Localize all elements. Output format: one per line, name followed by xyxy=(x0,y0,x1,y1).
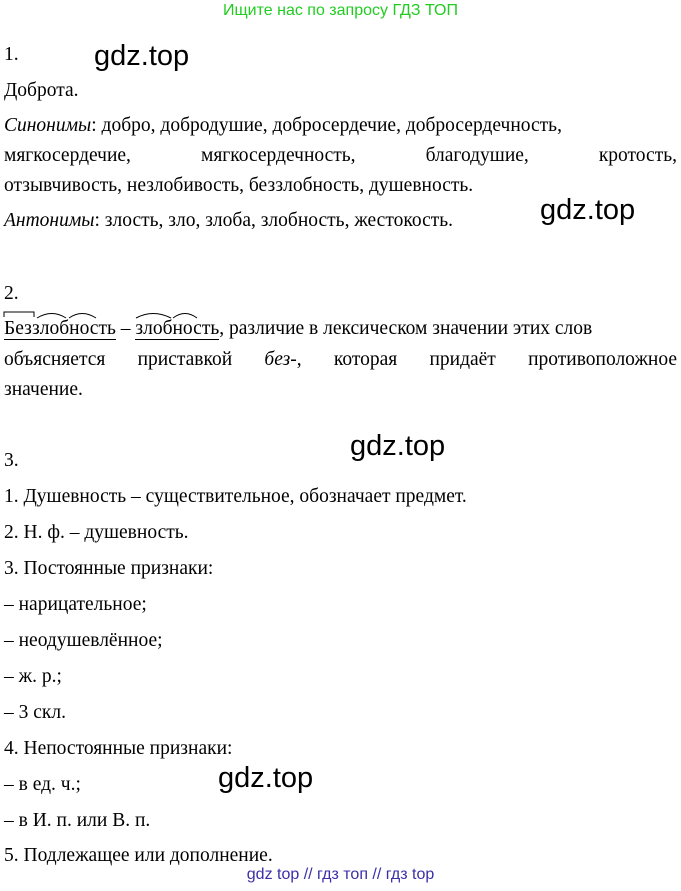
watermark-logo: gdz.top xyxy=(540,194,636,226)
task-number: 2. xyxy=(4,283,19,304)
explanation-line: значение. xyxy=(4,379,83,400)
morpheme-word xyxy=(4,318,116,340)
analysis-line: 4. Непостоянные признаки: xyxy=(4,738,233,759)
morpheme-word-text: Беззлобность xyxy=(4,318,116,339)
prefix: без- xyxy=(264,349,297,370)
synonyms-line: мягкосердечие, мягкосердечность, благодушие, кротость, xyxy=(4,145,677,166)
analysis-line: – в ед. ч.; xyxy=(4,774,81,795)
synonyms-list: : добро, добродушие, добросердечие, добросердечность, xyxy=(91,115,562,136)
explanation-line xyxy=(4,349,677,371)
morpheme-marks-icon xyxy=(135,311,235,318)
analysis-line: – в И. п. или В. п. xyxy=(4,810,151,831)
watermark-logo: gdz.top xyxy=(218,762,314,794)
synonyms-line xyxy=(4,115,562,137)
morpheme-word-text: злобность xyxy=(135,318,220,339)
dash: – xyxy=(115,318,136,339)
analysis-line: – 3 скл. xyxy=(4,702,66,723)
analysis-line: – нарицательное; xyxy=(4,594,147,615)
analysis-line: 2. Н. ф. – душевность. xyxy=(4,522,189,543)
explanation-text: , различие в лексическом значении этих слов xyxy=(219,318,593,339)
synonyms-label: Синонимы xyxy=(4,115,92,136)
watermark-logo: gdz.top xyxy=(350,430,446,462)
antonyms-list: : злость, зло, злоба, злобность, жестокость. xyxy=(94,210,454,231)
analysis-line: 1. Душевность – существительное, обозначает предмет. xyxy=(4,486,467,507)
analysis-line: 3. Постоянные признаки: xyxy=(4,558,214,579)
analysis-line: 5. Подлежащее или дополнение. xyxy=(4,845,273,866)
morpheme-marks-icon xyxy=(4,311,128,318)
explanation-text: объясняется приставкой xyxy=(4,349,265,370)
analysis-line: – неодушевлённое; xyxy=(4,630,163,651)
antonyms-line xyxy=(4,210,453,232)
morphemic-line xyxy=(4,318,592,340)
task-word: Доброта. xyxy=(4,80,79,101)
task-number: 1. xyxy=(4,44,19,65)
antonyms-label: Антонимы xyxy=(4,210,95,231)
morpheme-word xyxy=(135,318,219,340)
search-banner[interactable]: Ищите нас по запросу ГДЗ ТОП xyxy=(223,2,458,19)
footer-links[interactable]: gdz top // гдз топ // гдз top xyxy=(246,866,435,883)
synonyms-line: отзывчивость, незлобивость, беззлобность, душевность. xyxy=(4,175,474,196)
analysis-line: – ж. р.; xyxy=(4,666,62,687)
watermark-logo: gdz.top xyxy=(94,40,190,72)
task-number: 3. xyxy=(4,450,19,471)
explanation-text: , которая придаёт противоположное xyxy=(296,349,677,370)
